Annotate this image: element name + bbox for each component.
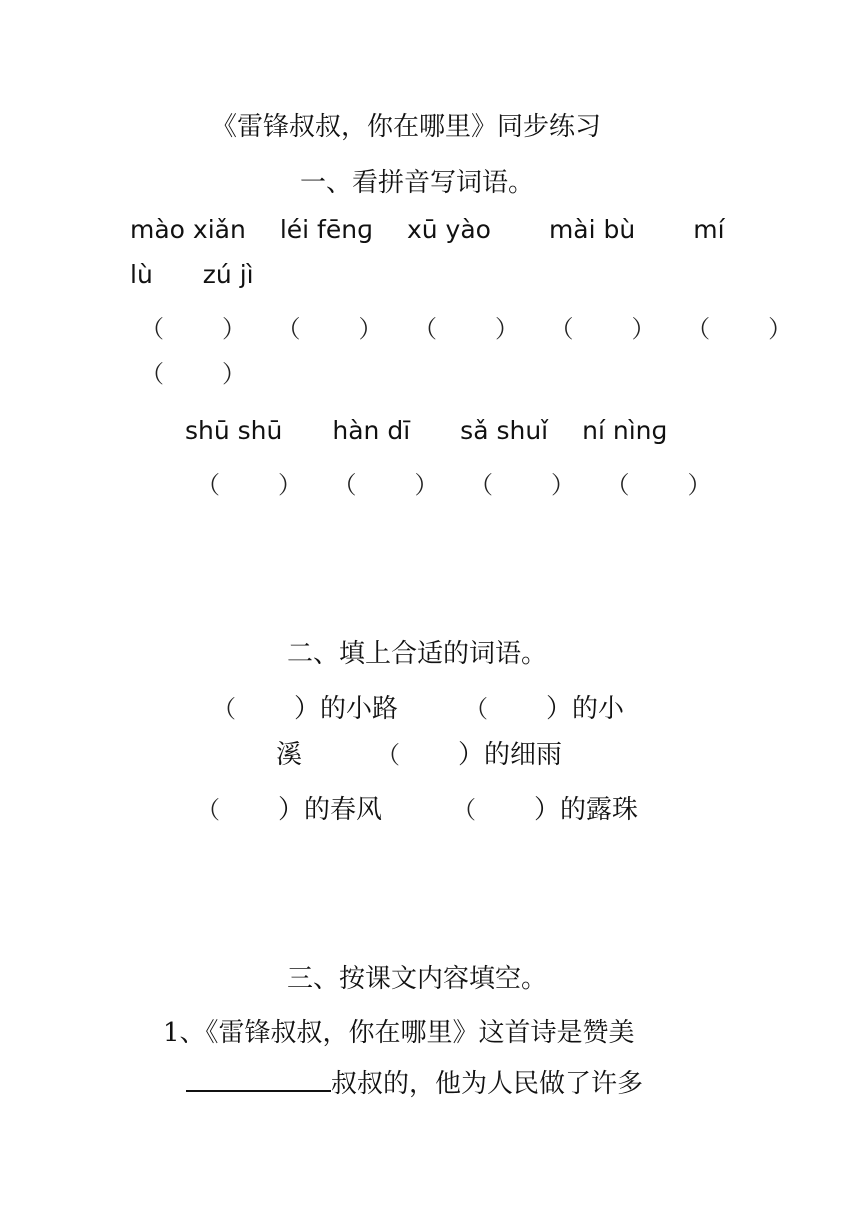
pinyin-row-1-cont: [130, 262, 254, 287]
answer-blank[interactable]: （ ）: [140, 360, 246, 388]
fill-item: ）的小路: [294, 694, 399, 724]
answer-parens-row-1: [140, 317, 792, 341]
answer-blank[interactable]: （ ）: [549, 315, 656, 343]
fill-item: ）的露珠: [534, 795, 639, 825]
pinyin-row-2: [185, 418, 667, 443]
pinyin-row-1: [130, 217, 725, 242]
answer-parens-row-2: [196, 473, 712, 497]
pinyin-item: lù: [130, 260, 153, 289]
answer-blank[interactable]: （ ）: [332, 471, 439, 499]
fill-row-2: [276, 742, 562, 768]
fill-blank[interactable]: （: [452, 796, 477, 824]
answer-blank[interactable]: （ ）: [196, 471, 302, 499]
answer-blank[interactable]: （ ）: [276, 315, 383, 343]
section2-heading: 二、填上合适的词语。: [287, 639, 548, 669]
pinyin-item: léi fēnɡ: [279, 215, 373, 244]
answer-blank[interactable]: （ ）: [413, 315, 520, 343]
fill-item: ）的细雨: [458, 740, 563, 770]
answer-underline[interactable]: [186, 1066, 331, 1092]
pinyin-item: zú jì: [202, 260, 254, 289]
fill-row-1: [212, 696, 624, 722]
pinyin-item: hàn dī: [332, 416, 411, 445]
answer-parens-row-1-cont: [140, 362, 246, 386]
question-1-text: 叔叔的，他为人民做了许多: [331, 1069, 644, 1099]
pinyin-item: shū shū: [185, 416, 283, 445]
answer-blank[interactable]: （ ）: [605, 471, 712, 499]
fill-row-3: [196, 797, 638, 823]
fill-blank[interactable]: （: [196, 796, 220, 824]
pinyin-item: ní nìnɡ: [582, 416, 668, 445]
fill-blank[interactable]: （: [376, 741, 401, 769]
fill-item: 溪: [276, 740, 303, 770]
pinyin-item: mào xiǎn: [130, 215, 246, 244]
section1-heading: 一、看拼音写词语。: [300, 168, 535, 198]
answer-blank[interactable]: （ ）: [140, 315, 246, 343]
answer-blank[interactable]: （ ）: [469, 471, 576, 499]
pinyin-item: xū yào: [406, 215, 491, 244]
pinyin-item: mài bù: [548, 215, 636, 244]
pinyin-item: mí: [693, 215, 725, 244]
section3-heading: 三、按课文内容填空。: [287, 964, 548, 994]
question-1-line-1: 1、《雷锋叔叔，你在哪里》这首诗是赞美: [163, 1018, 635, 1048]
page-title: 《雷锋叔叔，你在哪里》同步练习: [211, 112, 602, 142]
question-1-line-2: [186, 1066, 643, 1097]
fill-blank[interactable]: （: [212, 695, 236, 723]
answer-blank[interactable]: （ ）: [686, 315, 793, 343]
fill-blank[interactable]: （: [464, 695, 489, 723]
fill-item: ）的小: [546, 694, 625, 724]
pinyin-item: sǎ shuǐ: [460, 416, 549, 445]
fill-item: ）的春风: [278, 795, 383, 825]
